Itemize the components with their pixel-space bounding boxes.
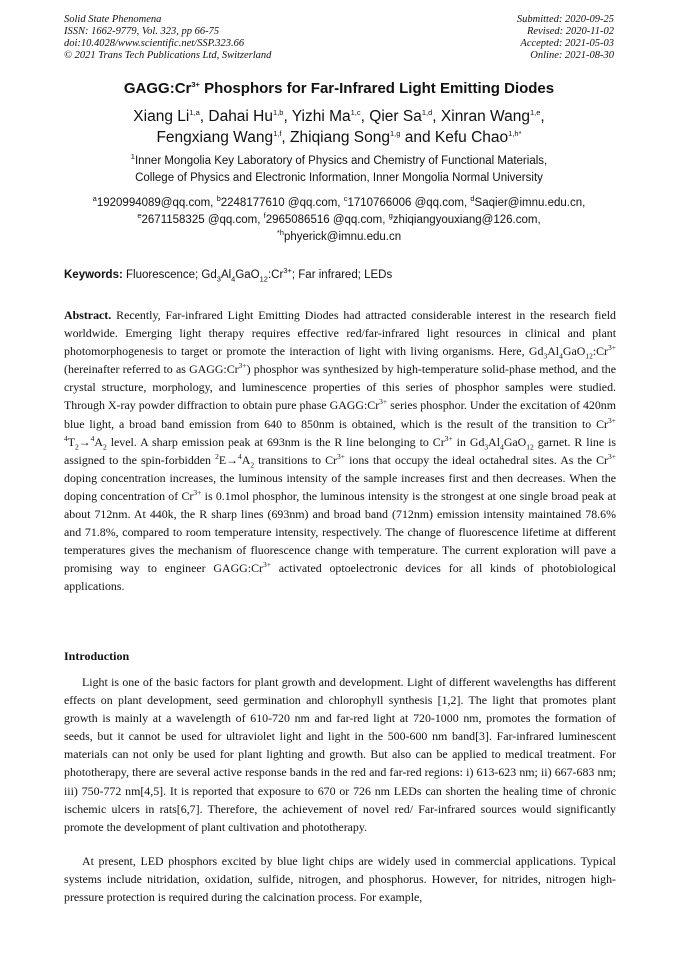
abstract-sup: 4 (90, 433, 95, 443)
author-name: Kefu Chao (434, 129, 509, 146)
date-accepted: Accepted: 2021-05-03 (520, 38, 614, 49)
abstract-text: GaO (562, 344, 586, 359)
abstract (64, 306, 616, 596)
abstract-sub: 12 (526, 442, 534, 452)
author-name: Yizhi Ma (291, 108, 351, 125)
introduction-paragraph-2: At present, LED phosphors excited by blue light chips are widely used in commercial applications. Typical systems include nitridation, oxidation, sulfide, nitrogen, and phosphorus. However, for nitrides, nitrogen high-pressure protection is required during the calcination process. For example, (64, 854, 616, 905)
abstract-text: activated optoelectronic devices for all kinds of photobiological applications. (64, 561, 616, 594)
abstract-sub: 3 (543, 351, 548, 361)
email-sup: e (137, 211, 142, 221)
journal-doi: doi:10.4028/www.scientific.net/SSP.323.66 (64, 38, 245, 49)
abstract-text: :Cr (592, 344, 609, 359)
author-affiliation-sup: 1,d (421, 107, 433, 117)
author-name: Fengxiang Wang (156, 129, 274, 146)
keywords: Keywords: Fluorescence; $Gd_3Al_4GaO_{12}:Cr^{3+}$; Far infrared; LEDs (64, 266, 393, 284)
journal-info (64, 14, 271, 62)
abstract-sup: 3+ (608, 343, 616, 353)
author-name: Dahai Hu (208, 108, 273, 125)
author-affiliation-sup: 1,f (273, 128, 282, 138)
email-sup: f (263, 211, 266, 221)
abstract-text: T (67, 434, 76, 449)
abstract-text: GaO (503, 434, 527, 449)
author-separator: , (540, 108, 545, 125)
author-name: Xinran Wang (440, 108, 530, 125)
abstract-sup: 4 (237, 451, 242, 461)
abstract-text: transitions to Cr (254, 452, 337, 467)
abstract-text: in Gd (452, 434, 485, 449)
abstract-text: Recently, Far-infrared Light Emitting Diodes had attracted considerable interest in the research field worldwide. Emerging light therapy requires effective red/far-infrared light resources in clinical and plant photomorphogenesis to target or promote the interaction of light with living organisms. Here, Gd (64, 308, 616, 359)
email-address: 1710766006 @qq.com, (347, 197, 471, 209)
author-name: Xiang Li (133, 108, 190, 125)
author-separator: , (283, 108, 292, 125)
abstract-text: A (94, 434, 103, 449)
abstract-text: E→ (218, 452, 238, 467)
author-affiliation-sup: 1,a (189, 107, 200, 117)
abstract-text: doping concentration increases, the luminous intensity of the sample increases first and then decreases. When the doping concentration of Cr (64, 470, 616, 503)
email-line-1 (0, 195, 678, 212)
abstract-text: Al (488, 434, 501, 449)
email-sup: g (388, 211, 393, 221)
abstract-text: Al (547, 344, 560, 359)
email-line-3 (0, 229, 678, 246)
email-address: zhiqiangyouxiang@126.com, (392, 214, 541, 226)
email-address: 1920994089@qq.com, (96, 197, 217, 209)
affiliation-line-1: $^1$Inner Mongolia Key Laboratory of Physics and Chemistry of Functional Materials, (130, 152, 548, 167)
journal-name: Solid State Phenomena (64, 14, 162, 25)
abstract-sub: 4 (559, 351, 563, 361)
abstract-sub: 2 (75, 442, 79, 452)
title-text-rest: Phosphors for Far-Infrared Light Emitting Diodes (199, 80, 555, 97)
abstract-sub: 2 (103, 442, 107, 452)
abstract-sup: 3+ (238, 361, 247, 371)
abstract-sup: 3+ (444, 433, 453, 443)
author-line-1 (0, 106, 678, 127)
affiliation-line-2: College of Physics and Electronic Information, Inner Mongolia Normal University (135, 172, 543, 184)
title-sup: 3+ (191, 80, 200, 89)
abstract-body (64, 308, 616, 593)
abstract-text: ions that occupy the ideal octahedral sites. As the Cr (344, 452, 609, 467)
abstract-label: Abstract. (64, 308, 112, 322)
author-affiliation-sup: 1,g (390, 128, 401, 138)
author-separator: , (432, 108, 441, 125)
abstract-sup: 3+ (379, 397, 388, 407)
abstract-sup: 3+ (337, 451, 345, 461)
date-revised: Revised: 2020-11-02 (527, 26, 614, 37)
journal-issn: ISSN: 1662-9779, Vol. 323, pp 66-75 (64, 26, 220, 37)
email-address: 2248177610 @qq.com, (220, 197, 344, 209)
author-affiliation-sup: 1,c (350, 107, 361, 117)
email-sup: b (216, 194, 221, 204)
author-affiliation-sup: 1,b (273, 107, 284, 117)
email-line-2 (0, 212, 678, 229)
email-address: Saqier@imnu.edu.cn, (474, 197, 586, 209)
author-line-2 (0, 127, 678, 148)
abstract-sup: 3+ (193, 487, 202, 497)
author-separator: , (281, 129, 291, 146)
email-sup: *h (276, 228, 284, 238)
journal-copyright: © 2021 Trans Tech Publications Ltd, Switzerland (64, 50, 272, 61)
abstract-text: is 0.1mol phosphor, the luminous intensity is the strongest at one single broad peak at about 712nm. At 440k, the R sharp lines (693nm) and broad band (712nm) emission intensity maintained 78.6% and 71.8%, compared to room temperature intensity, respectively. The change of fluorescence lifetime at different temperatures gives the mechanism of fluorescence change with temperature. The current exploration will pave a promising way to engineer GAGG:Cr (64, 488, 616, 576)
introduction-paragraph-1: Light is one of the basic factors for plant growth and development. Light of different wavelengths has different effects on plant development, seed germination and chlorophyll synthesis [1,2]. The light that promotes plant growth is mainly at a wavelength of 610-720 nm and far-red light at 720-1000 nm, promotes the formation of seeds, but it cannot be used for ultraviolet light and light in the 500-600 nm band[3]. Far-infrared luminescent materials can not only be used for plant lighting and growth. But also can be applied to medical treatment. For phototherapy, there are several active response bands in the red and far-red regions: i) 613-623 nm; ii) 667-683 nm; iii) 750-772 nm[4,5]. It is reported that exposure to 670 or 726 nm LEDs can shorten the healing time of chronic ischemic ulcers in rats[6,7]. Therefore, the achievement of novel red/ Far-infrared sources would significantly promote the development of plant cultivation and phototherapy. (64, 675, 616, 834)
abstract-sup: 3+ 4 (64, 415, 616, 443)
section-heading-introduction: Introduction (64, 649, 130, 663)
abstract-sub: 3 (484, 442, 489, 452)
author-name: Zhiqiang Song (290, 129, 390, 146)
abstract-sup: 3+ (608, 451, 617, 461)
author-separator: , (199, 108, 209, 125)
abstract-sub: 12 (585, 351, 593, 361)
email-sup: d (470, 194, 475, 204)
keywords-label: Keywords: (64, 269, 123, 281)
author-list (0, 106, 678, 148)
abstract-text: (hereinafter referred to as GAGG:Cr (64, 362, 239, 377)
title-text: GAGG:Cr (123, 80, 192, 97)
email-address: 2671158325 @qq.com, (141, 214, 264, 226)
abstract-sub: 4 (500, 442, 504, 452)
author-affiliation-sup: 1,e (529, 107, 541, 117)
date-online: Online: 2021-08-30 (530, 50, 614, 61)
abstract-text: A (241, 452, 251, 467)
abstract-text: series phosphor. Under the excitation of 420nm blue light, a broad band emission from 640 to 850nm is obtained, which is the result of the transition to Cr (64, 398, 616, 431)
publication-dates (517, 14, 614, 62)
paper-title (0, 80, 678, 97)
abstract-sup: 2 (215, 451, 219, 461)
author-separator: and (400, 129, 435, 146)
abstract-text: level. A sharp emission peak at 693nm is the R line belonging to Cr (106, 434, 445, 449)
author-affiliation-sup: 1,h* (508, 128, 522, 138)
abstract-sub: 2 (250, 460, 255, 470)
author-name: Qier Sa (369, 108, 422, 125)
abstract-text: ) phosphor was synthesized by high-temperature solid-phase method, and the crystal structure, morphology, and luminescence properties of this series of phosphor samples were studied. Through X-ray powder diffraction to obtain pure phase GAGG:Cr (64, 362, 616, 413)
abstract-text: garnet. R line is assigned to the spin-forbidden (64, 434, 617, 467)
abstract-text: → (78, 434, 91, 449)
author-separator: , (360, 108, 370, 125)
email-sup: a (92, 194, 97, 204)
email-address: 2965086516 @qq.com, (265, 214, 389, 226)
author-emails (0, 195, 678, 246)
affiliation (0, 153, 678, 187)
email-sup: c (343, 194, 348, 204)
abstract-sup: 3+ (262, 560, 271, 570)
date-submitted: Submitted: 2020-09-25 (516, 14, 614, 25)
email-address: phyerick@imnu.edu.cn (283, 231, 402, 243)
